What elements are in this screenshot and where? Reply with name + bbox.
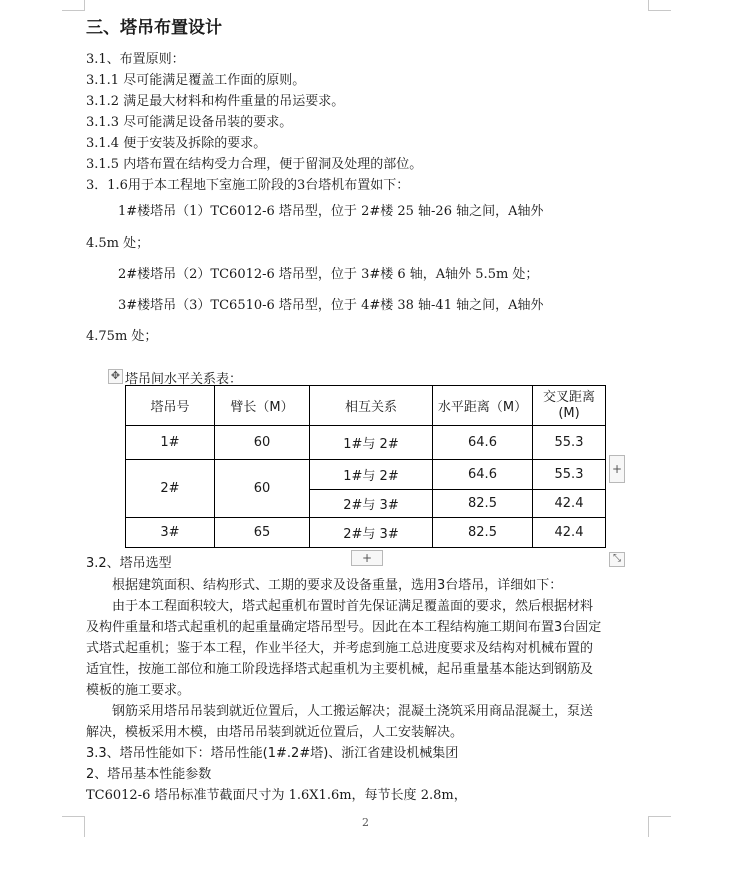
- section-heading: 三、塔吊布置设计: [86, 18, 222, 38]
- text-line: 3．1.6用于本工程地下室施工阶段的3台塔机布置如下：: [86, 178, 410, 193]
- table-cell: 82.5: [433, 518, 533, 548]
- table-cell: 42.4: [533, 518, 606, 548]
- text-line: 3.1、布置原则：: [86, 52, 185, 67]
- table-cell: 1#: [126, 426, 215, 460]
- table-cell: 42.4: [533, 490, 606, 518]
- paragraph-line: 解决，模板采用木模，由塔吊吊装到就近位置后，人工安装解决。: [86, 725, 464, 740]
- table-move-handle-icon[interactable]: ✥: [108, 369, 123, 384]
- table-row: [126, 460, 606, 490]
- crane-2-line: 2#楼塔吊（2）TC6012-6 塔吊型，位于 3#楼 6 轴，A轴外 5.5m 处；: [118, 267, 539, 282]
- table-cell: 2#: [126, 460, 215, 518]
- paragraph-line: 由于本工程面积较大，塔式起重机布置时首先保证满足覆盖面的要求，然后根据材料: [112, 599, 594, 614]
- crane-3-line-2: 4.75m 处；: [86, 329, 158, 344]
- paragraph-line: 及构件重量和塔式起重机的起重量确定塔吊型号。因此在本工程结构施工期间布置3台固定: [86, 620, 602, 635]
- header-cross-distance-unit: (M): [558, 405, 580, 421]
- crane-3-line-1: 3#楼塔吊（3）TC6510-6 塔吊型，位于 4#楼 38 轴-41 轴之间，A轴外: [118, 298, 544, 313]
- crane-1-line-2: 4.5m 处；: [86, 236, 150, 251]
- table-caption: 塔吊间水平关系表：: [125, 372, 243, 387]
- table-row: [126, 426, 606, 460]
- page-number: 2: [362, 816, 369, 829]
- section-3-3-title: 3.3、塔吊性能如下：塔吊性能(1#.2#塔)、浙江省建设机械集团: [86, 746, 459, 761]
- page-corner-mark: [62, 816, 85, 837]
- table-cell: 60: [215, 460, 310, 518]
- table-cell: 55.3: [533, 426, 606, 460]
- crane-relation-table: [125, 385, 606, 548]
- table-cell: 64.6: [433, 460, 533, 490]
- table-cell: 82.5: [433, 490, 533, 518]
- header-horizontal-distance: 水平距离（M）: [433, 386, 533, 426]
- header-cross-distance-label: 交叉距离: [542, 389, 595, 405]
- table-cell: 64.6: [433, 426, 533, 460]
- header-cross-distance: [533, 386, 606, 426]
- table-cell: 3#: [126, 518, 215, 548]
- add-row-button[interactable]: +: [351, 550, 383, 566]
- table-cell: 65: [215, 518, 310, 548]
- table-cell: 60: [215, 426, 310, 460]
- text-line: 3.1.1 尽可能满足覆盖工作面的原则。: [86, 73, 306, 88]
- text-line: 3.1.2 满足最大材料和构件重量的吊运要求。: [86, 94, 345, 109]
- header-arm-length: 臂长（M）: [215, 386, 310, 426]
- paragraph-line: 适宜性，按施工部位和施工阶段选择塔式起重机为主要机械，起吊重量基本能达到钢筋及: [86, 662, 594, 677]
- table-resize-handle-icon[interactable]: ⤡: [609, 552, 625, 567]
- table-cell: 1#与 2#: [310, 426, 433, 460]
- header-relation: 相互关系: [310, 386, 433, 426]
- table-cell: 55.3: [533, 460, 606, 490]
- page-corner-mark: [648, 816, 671, 837]
- text-line: 3.1.5 内塔布置在结构受力合理，便于留洞及处理的部位。: [86, 157, 423, 172]
- page-corner-mark: [648, 0, 671, 11]
- add-column-button[interactable]: +: [609, 455, 625, 483]
- table-cell: 2#与 3#: [310, 490, 433, 518]
- table-row: [126, 518, 606, 548]
- section-3-2-title: 3.2、塔吊选型: [86, 556, 172, 571]
- page-corner-mark: [62, 0, 85, 11]
- subsection-title: 2、塔吊基本性能参数: [86, 767, 212, 782]
- paragraph-line: 根据建筑面积、结构形式、工期的要求及设备重量，选用3台塔吊，详细如下：: [112, 578, 563, 593]
- header-crane-no: 塔吊号: [126, 386, 215, 426]
- text-line: TC6012-6 塔吊标准节截面尺寸为 1.6X1.6m，每节长度 2.8m，: [86, 788, 467, 803]
- text-line: 3.1.3 尽可能满足设备吊装的要求。: [86, 115, 293, 130]
- crane-1-line-1: 1#楼塔吊（1）TC6012-6 塔吊型，位于 2#楼 25 轴-26 轴之间，A轴外: [118, 204, 544, 219]
- paragraph-line: 钢筋采用塔吊吊装到就近位置后，人工搬运解决；混凝土浇筑采用商品混凝土，泵送: [112, 704, 594, 719]
- text-line: 3.1.4 便于安装及拆除的要求。: [86, 136, 267, 151]
- table-header-row: [126, 386, 606, 426]
- table-cell: 1#与 2#: [310, 460, 433, 490]
- paragraph-line: 模板的施工要求。: [86, 683, 191, 698]
- table-cell: 2#与 3#: [310, 518, 433, 548]
- paragraph-line: 式塔式起重机；鉴于本工程，作业半径大，并考虑到施工总进度要求及结构对机械布置的: [86, 641, 594, 656]
